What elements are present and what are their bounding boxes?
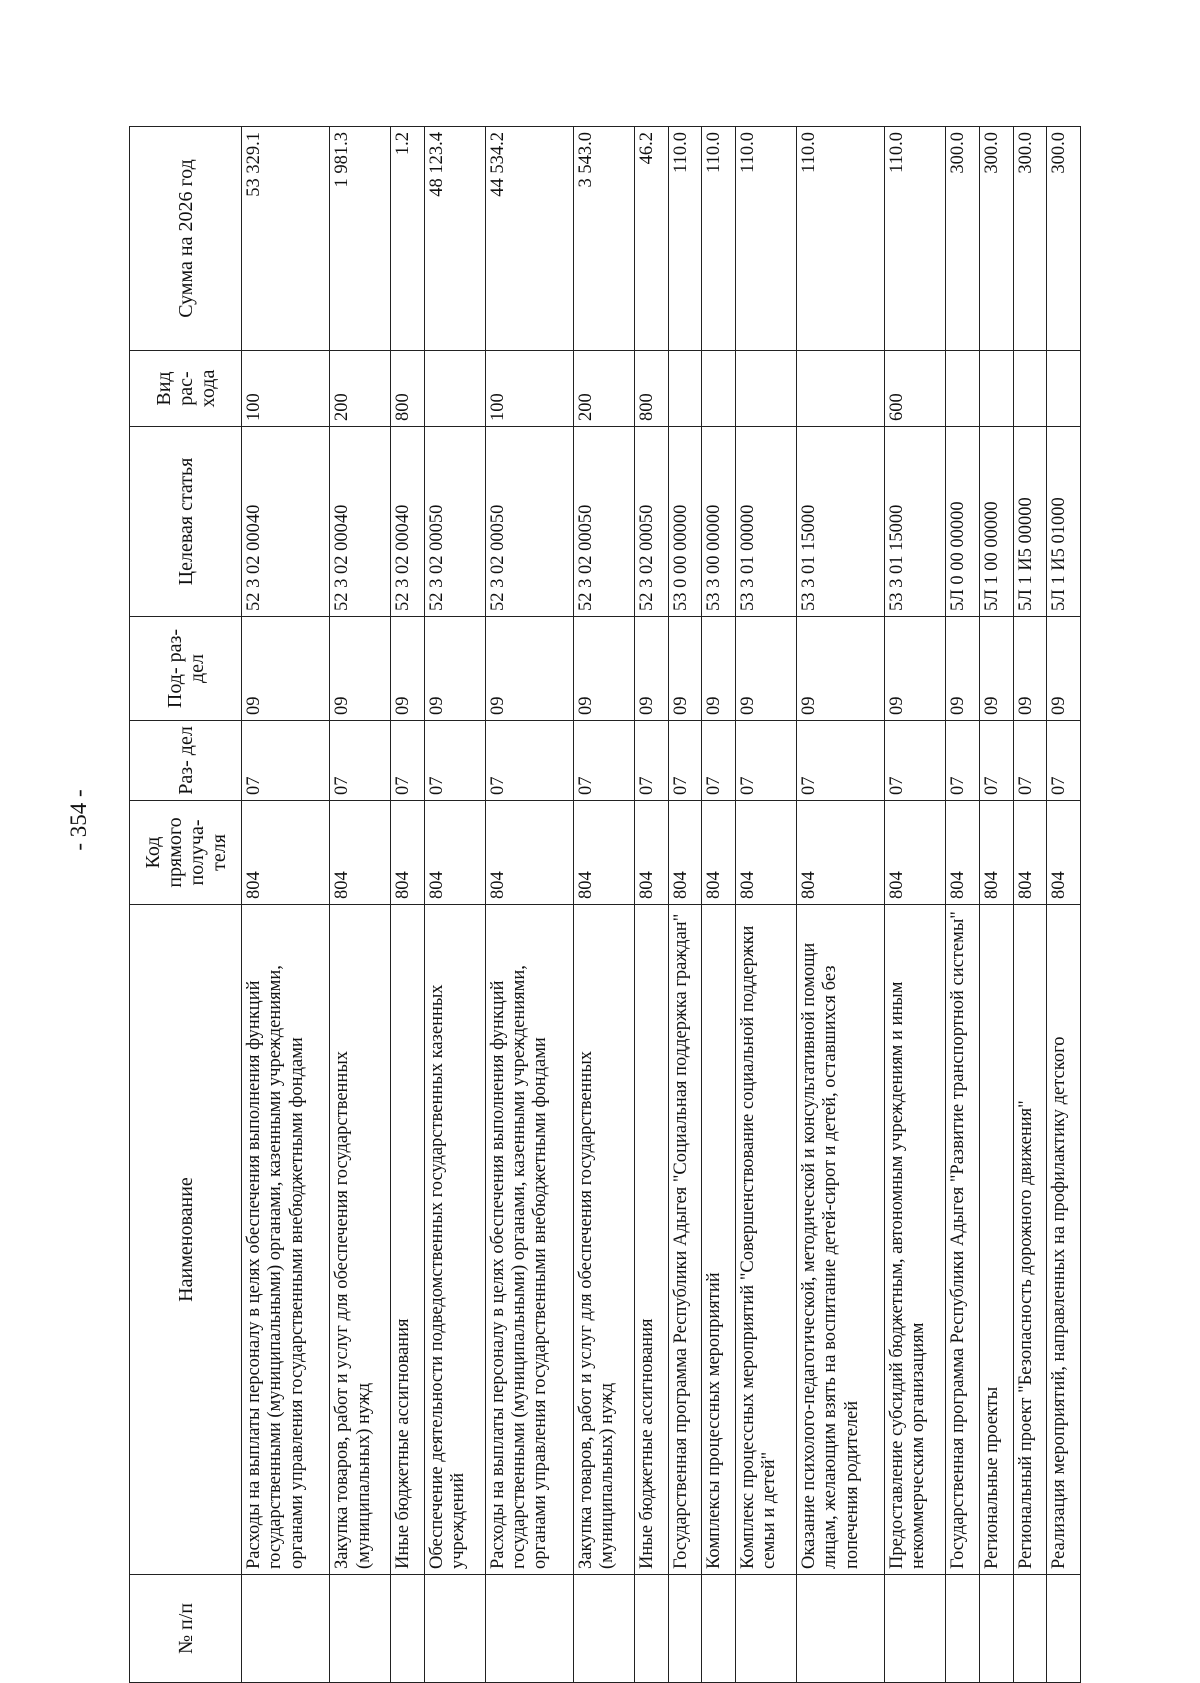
cell-code: 804: [330, 801, 391, 905]
cell-target: 5Л 1 И5 00000: [1013, 427, 1047, 617]
cell-name: Региональные проекты: [979, 905, 1013, 1575]
cell-sum: 110.0: [702, 127, 736, 351]
cell-sum: 1.2: [391, 127, 425, 351]
cell-subsection: 09: [391, 617, 425, 721]
header-target: Целевая статья: [130, 427, 242, 617]
cell-code: 804: [391, 801, 425, 905]
header-row: [130, 127, 242, 1683]
table-row: [796, 127, 884, 1683]
cell-subsection: 09: [702, 617, 736, 721]
table-row: [1013, 127, 1047, 1683]
cell-code: 804: [574, 801, 635, 905]
header-expense-type: Вид рас- хода: [130, 351, 242, 427]
cell-target: 5Л 1 00 00000: [979, 427, 1013, 617]
cell-expense-type: 800: [635, 351, 669, 427]
cell-section: 07: [796, 721, 884, 801]
cell-subsection: 09: [242, 617, 330, 721]
cell-num: [424, 1575, 485, 1683]
cell-section: 07: [574, 721, 635, 801]
cell-name: Государственная программа Республики Адыгея "Социальная поддержка граждан": [668, 905, 702, 1575]
cell-num: [391, 1575, 425, 1683]
cell-expense-type: [1013, 351, 1047, 427]
cell-code: 804: [979, 801, 1013, 905]
cell-code: 804: [424, 801, 485, 905]
table-row: [574, 127, 635, 1683]
cell-num: [885, 1575, 946, 1683]
cell-section: 07: [635, 721, 669, 801]
cell-section: 07: [485, 721, 573, 801]
cell-subsection: 09: [979, 617, 1013, 721]
cell-sum: 1 981.3: [330, 127, 391, 351]
cell-code: 804: [796, 801, 884, 905]
header-num: № п/п: [130, 1575, 242, 1683]
cell-name: Комплексы процессных мероприятий: [702, 905, 736, 1575]
cell-section: 07: [702, 721, 736, 801]
cell-section: 07: [391, 721, 425, 801]
cell-name: Расходы на выплаты персоналу в целях обеспечения выполнения функций государственными (муниципальными) органами, казенными учреждениями, органами управления государственными внебюджетными фондами: [242, 905, 330, 1575]
cell-name: Предоставление субсидий бюджетным, автономным учреждениям и иным некоммерческим организациям: [885, 905, 946, 1575]
cell-expense-type: [668, 351, 702, 427]
header-sum: Сумма на 2026 год: [130, 127, 242, 351]
cell-expense-type: [979, 351, 1013, 427]
cell-name: Иные бюджетные ассигнования: [391, 905, 425, 1575]
cell-section: 07: [736, 721, 797, 801]
table-body: [242, 127, 1081, 1683]
cell-name: Государственная программа Республики Адыгея "Развитие транспортной системы": [946, 905, 980, 1575]
cell-section: 07: [979, 721, 1013, 801]
cell-sum: 300.0: [1013, 127, 1047, 351]
cell-sum: 53 329.1: [242, 127, 330, 351]
cell-section: 07: [242, 721, 330, 801]
cell-expense-type: [736, 351, 797, 427]
header-code: Код прямого получа- теля: [130, 801, 242, 905]
cell-num: [979, 1575, 1013, 1683]
cell-num: [668, 1575, 702, 1683]
table-row: [1047, 127, 1081, 1683]
table-row: [736, 127, 797, 1683]
header-name: Наименование: [130, 905, 242, 1575]
cell-code: 804: [1047, 801, 1081, 905]
cell-section: 07: [668, 721, 702, 801]
cell-sum: 48 123.4: [424, 127, 485, 351]
cell-sum: 110.0: [796, 127, 884, 351]
cell-target: 53 0 00 00000: [668, 427, 702, 617]
cell-expense-type: [1047, 351, 1081, 427]
cell-target: 52 3 02 00040: [330, 427, 391, 617]
cell-section: 07: [1013, 721, 1047, 801]
cell-code: 804: [885, 801, 946, 905]
table-row: [635, 127, 669, 1683]
cell-name: Комплекс процессных мероприятий "Совершенствование социальной поддержки семьи и детей": [736, 905, 797, 1575]
table-row: [946, 127, 980, 1683]
cell-target: 5Л 0 00 00000: [946, 427, 980, 617]
cell-target: 52 3 02 00040: [242, 427, 330, 617]
cell-sum: 300.0: [1047, 127, 1081, 351]
cell-subsection: 09: [796, 617, 884, 721]
cell-expense-type: 100: [485, 351, 573, 427]
cell-sum: 46.2: [635, 127, 669, 351]
cell-target: 5Л 1 И5 01000: [1047, 427, 1081, 617]
cell-subsection: 09: [635, 617, 669, 721]
cell-name: Региональный проект "Безопасность дорожного движения": [1013, 905, 1047, 1575]
cell-target: 52 3 02 00050: [424, 427, 485, 617]
cell-expense-type: 800: [391, 351, 425, 427]
cell-code: 804: [485, 801, 573, 905]
cell-expense-type: 200: [330, 351, 391, 427]
budget-table: [129, 126, 1081, 1683]
cell-subsection: 09: [1013, 617, 1047, 721]
cell-num: [736, 1575, 797, 1683]
cell-expense-type: [946, 351, 980, 427]
cell-name: Расходы на выплаты персоналу в целях обеспечения выполнения функций государственными (муниципальными) органами, казенными учреждениями, органами управления государственными внебюджетными фондами: [485, 905, 573, 1575]
cell-num: [796, 1575, 884, 1683]
table-row: [668, 127, 702, 1683]
cell-num: [574, 1575, 635, 1683]
cell-code: 804: [736, 801, 797, 905]
cell-subsection: 09: [424, 617, 485, 721]
cell-num: [946, 1575, 980, 1683]
cell-code: 804: [702, 801, 736, 905]
cell-subsection: 09: [330, 617, 391, 721]
cell-sum: 300.0: [946, 127, 980, 351]
cell-subsection: 09: [946, 617, 980, 721]
cell-num: [330, 1575, 391, 1683]
cell-expense-type: [424, 351, 485, 427]
cell-num: [1047, 1575, 1081, 1683]
cell-num: [242, 1575, 330, 1683]
cell-target: 53 3 00 00000: [702, 427, 736, 617]
cell-target: 52 3 02 00050: [635, 427, 669, 617]
cell-code: 804: [946, 801, 980, 905]
cell-subsection: 09: [485, 617, 573, 721]
cell-section: 07: [424, 721, 485, 801]
cell-expense-type: [796, 351, 884, 427]
cell-section: 07: [330, 721, 391, 801]
cell-num: [702, 1575, 736, 1683]
table-row: [485, 127, 573, 1683]
cell-name: Оказание психолого-педагогической, методической и консультативной помощи лицам, желающим взять на воспитание детей-сирот и детей, оставшихся без попечения родителей: [796, 905, 884, 1575]
table-row: [979, 127, 1013, 1683]
cell-code: 804: [242, 801, 330, 905]
table-row: [242, 127, 330, 1683]
cell-name: Закупка товаров, работ и услуг для обеспечения государственных (муниципальных) нужд: [574, 905, 635, 1575]
cell-subsection: 09: [736, 617, 797, 721]
cell-target: 52 3 02 00050: [574, 427, 635, 617]
cell-code: 804: [1013, 801, 1047, 905]
budget-table-container: [129, 127, 1081, 1683]
header-subsection: Под- раз- дел: [130, 617, 242, 721]
cell-code: 804: [635, 801, 669, 905]
cell-expense-type: 600: [885, 351, 946, 427]
table-row: [391, 127, 425, 1683]
cell-section: 07: [885, 721, 946, 801]
cell-target: 53 3 01 00000: [736, 427, 797, 617]
cell-target: 52 3 02 00050: [485, 427, 573, 617]
cell-sum: 110.0: [885, 127, 946, 351]
cell-name: Обеспечение деятельности подведомственных государственных казенных учреждений: [424, 905, 485, 1575]
cell-num: [635, 1575, 669, 1683]
cell-subsection: 09: [574, 617, 635, 721]
table-row: [702, 127, 736, 1683]
cell-code: 804: [668, 801, 702, 905]
cell-section: 07: [946, 721, 980, 801]
cell-name: Иные бюджетные ассигнования: [635, 905, 669, 1575]
cell-name: Реализация мероприятий, направленных на профилактику детского: [1047, 905, 1081, 1575]
cell-name: Закупка товаров, работ и услуг для обеспечения государственных (муниципальных) нужд: [330, 905, 391, 1575]
cell-sum: 3 543.0: [574, 127, 635, 351]
page-number: - 354 -: [66, 789, 91, 851]
cell-subsection: 09: [1047, 617, 1081, 721]
cell-sum: 110.0: [668, 127, 702, 351]
cell-expense-type: 100: [242, 351, 330, 427]
header-section: Раз- дел: [130, 721, 242, 801]
cell-sum: 44 534.2: [485, 127, 573, 351]
cell-target: 53 3 01 15000: [796, 427, 884, 617]
cell-expense-type: 200: [574, 351, 635, 427]
cell-num: [1013, 1575, 1047, 1683]
cell-target: 52 3 02 00040: [391, 427, 425, 617]
cell-subsection: 09: [668, 617, 702, 721]
table-row: [330, 127, 391, 1683]
cell-section: 07: [1047, 721, 1081, 801]
table-row: [424, 127, 485, 1683]
cell-sum: 110.0: [736, 127, 797, 351]
cell-subsection: 09: [885, 617, 946, 721]
cell-target: 53 3 01 15000: [885, 427, 946, 617]
table-row: [885, 127, 946, 1683]
cell-sum: 300.0: [979, 127, 1013, 351]
cell-expense-type: [702, 351, 736, 427]
cell-num: [485, 1575, 573, 1683]
